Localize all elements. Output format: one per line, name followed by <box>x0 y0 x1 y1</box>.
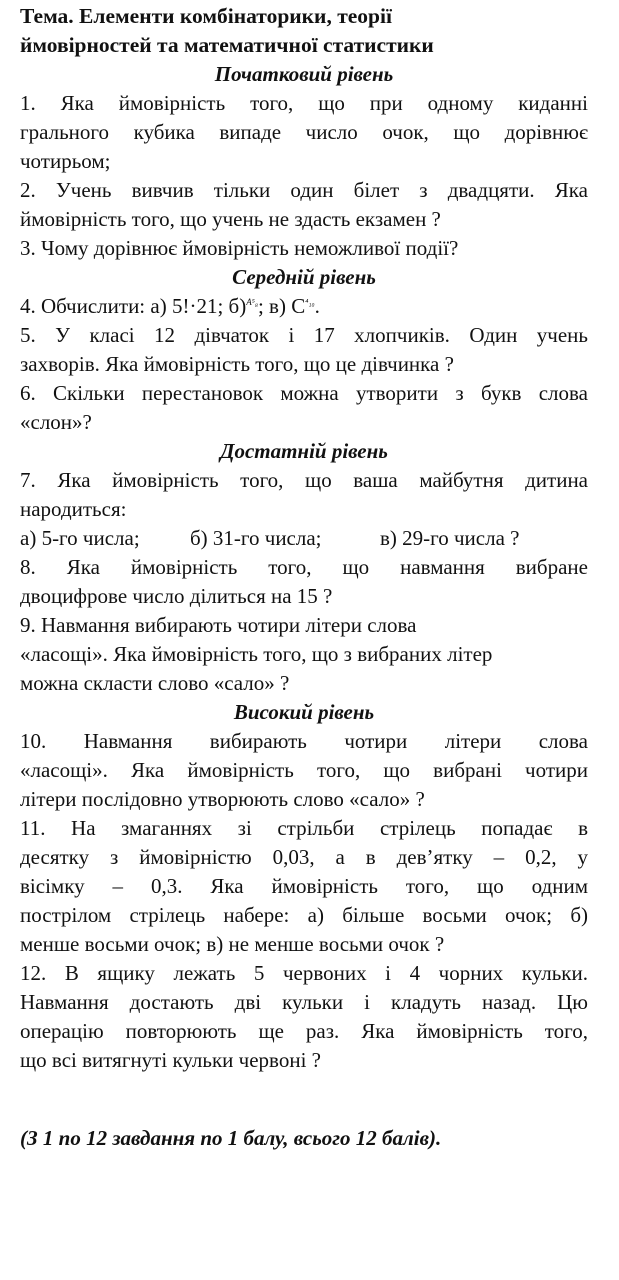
task-7-line-1: 7. Яка ймовірність того, що ваша майбутня дитина <box>20 468 588 492</box>
task-4-arrangement-symbol: A⁵₈ <box>246 297 258 307</box>
task-2 <box>20 176 588 234</box>
task-4-suffix: . <box>314 294 320 318</box>
task-4-line-1 <box>20 292 588 321</box>
task-1 <box>20 89 588 176</box>
task-10-line-3: літери послідовно утворюють слово «сало» ? <box>20 787 425 811</box>
worksheet-title <box>20 2 588 60</box>
section-middle-level: Середній рівень <box>232 265 376 289</box>
task-4-prefix: 4. Обчислити: а) 5!·21; б) <box>20 294 247 318</box>
task-7-line-2: народиться: <box>20 497 127 521</box>
grading-note: (З 1 по 12 завдання по 1 балу, всього 12 балів). <box>20 1126 442 1150</box>
task-9-line-1: 9. Навмання вибирають чотири літери слова <box>20 613 417 637</box>
task-11-line-4: пострілом стрілець набере: а) більше восьми очок; б) <box>20 903 588 927</box>
task-6-line-2: «слон»? <box>20 410 92 434</box>
task-1-line-2: грального кубика випаде число очок, що дорівнює <box>20 120 588 144</box>
task-5 <box>20 321 588 379</box>
worksheet <box>20 0 588 1075</box>
task-11 <box>20 814 588 959</box>
task-8-line-2: двоцифрове число ділиться на 15 ? <box>20 584 333 608</box>
task-9-line-2: «ласощі». Яка ймовірність того, що з вибраних літер <box>20 642 493 666</box>
task-7-option-b: б) 31-го числа; <box>190 526 322 550</box>
section-high-level: Високий рівень <box>233 700 375 724</box>
task-2-line-2: ймовірність того, що учень не здасть екзамен ? <box>20 207 441 231</box>
task-4 <box>20 292 588 321</box>
task-10-line-2: «ласощі». Яка ймовірність того, що вибрані чотири <box>20 758 588 782</box>
task-10-line-1: 10. Навмання вибирають чотири літери слова <box>20 729 588 753</box>
task-11-line-1: 11. На змаганнях зі стрільби стрілець попадає в <box>20 816 588 840</box>
task-7-options <box>20 524 588 553</box>
task-12-line-2: Навмання достають дві кульки і кладуть назад. Цю <box>20 990 588 1014</box>
task-11-line-5: менше восьми очок; в) не менше восьми очок ? <box>20 932 445 956</box>
task-4-combination-indices: ⁴₁₀ <box>305 297 315 307</box>
task-6-line-1: 6. Скільки перестановок можна утворити з букв слова <box>20 381 588 405</box>
section-sufficient-level: Достатній рівень <box>220 439 388 463</box>
task-2-line-1: 2. Учень вивчив тільки один білет з двадцяти. Яка <box>20 178 588 202</box>
task-7 <box>20 466 588 524</box>
task-5-line-2: захворів. Яка ймовірність того, що це дівчинка ? <box>20 352 454 376</box>
task-8-line-1: 8. Яка ймовірність того, що навмання вибране <box>20 555 588 579</box>
title-line-1: Тема. Елементи комбінаторики, теорії <box>20 4 392 28</box>
task-8 <box>20 553 588 611</box>
task-12-line-1: 12. В ящику лежать 5 червоних і 4 чорних кульки. <box>20 961 588 985</box>
task-11-line-3: вісімку – 0,3. Яка ймовірність того, що одним <box>20 874 588 898</box>
task-3-line-1: 3. Чому дорівнює ймовірність неможливої події? <box>20 236 459 260</box>
task-9 <box>20 611 588 698</box>
task-6 <box>20 379 588 437</box>
task-4-mid: ; в) C <box>257 294 306 318</box>
task-12-line-4: що всі витягнуті кульки червоні ? <box>20 1048 321 1072</box>
section-initial-level: Початковий рівень <box>214 62 394 86</box>
task-3 <box>20 234 588 263</box>
task-1-line-3: чотирьом; <box>20 149 111 173</box>
task-1-line-1: 1. Яка ймовірність того, що при одному киданні <box>20 91 588 115</box>
task-11-line-2: десятку з ймовірністю 0,03, а в дев’ятку – 0,2, у <box>20 845 588 869</box>
title-line-2: ймовірностей та математичної статистики <box>20 33 434 57</box>
task-10 <box>20 727 588 814</box>
task-7-option-a: а) 5-го числа; <box>20 526 140 550</box>
task-5-line-1: 5. У класі 12 дівчаток і 17 хлопчиків. Один учень <box>20 323 588 347</box>
task-12-line-3: операцію повторюють ще раз. Яка ймовірність того, <box>20 1019 588 1043</box>
task-12 <box>20 959 588 1075</box>
task-7-option-c: в) 29-го числа ? <box>380 526 520 550</box>
task-9-line-3: можна скласти слово «сало» ? <box>20 671 290 695</box>
